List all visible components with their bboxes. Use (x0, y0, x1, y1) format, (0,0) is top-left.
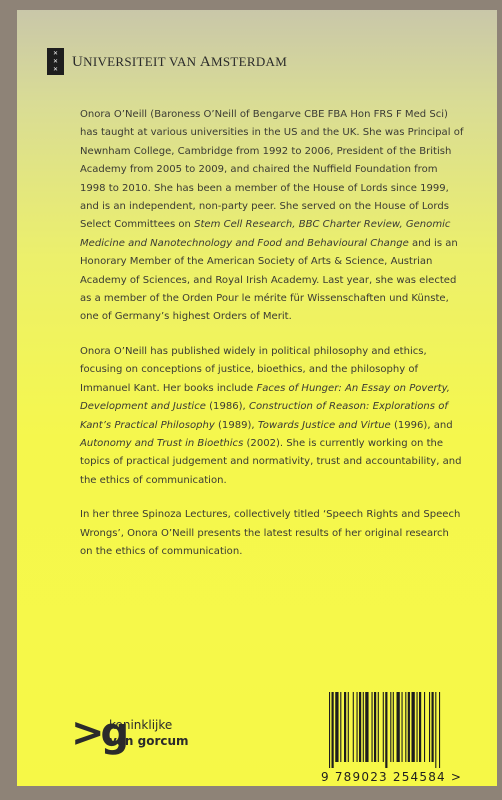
biography-paragraph-2: Onora O’Neill has published widely in political philosophy and ethics, focusing on conceptions of justice, bioethics, and the philosophy of Immanuel Kant. Her books include Faces of Hunger: An Essay on Poverty, Development and Justice (1986), Construction of Reason: Explorations of Kant’s Practical Philosophy (1989), Towards Justice and Virtue (1996), and Autonomy and Trust in Bioethics (2002). She is currently working on the topics of practical judgement and normativity, trust and accountability, and the ethics of communication. (80, 345, 462, 486)
lectures-paragraph: In her three Spinoza Lectures, collectively titled ‘Speech Rights and Speech Wrongs’, Onora O’Neill presents the latest results of her original research on the ethics of communication. (80, 509, 461, 557)
barcode-bar (348, 692, 349, 762)
barcode-bar (429, 692, 430, 762)
book-back-cover (17, 10, 497, 786)
barcode-bar (385, 692, 387, 768)
barcode-bar (390, 692, 391, 762)
barcode-bar (353, 692, 354, 762)
uva-cross-shield-icon: ✕ ✕ ✕ (47, 48, 64, 75)
biography-text (80, 106, 464, 577)
barcode-bar (412, 692, 415, 762)
barcode-bar (340, 692, 341, 762)
barcode-bar (363, 692, 364, 762)
barcode-bar (424, 692, 425, 762)
barcode-bar (408, 692, 410, 762)
barcode-bar (405, 692, 406, 762)
barcode-bar (417, 692, 418, 762)
barcode-bar (372, 692, 373, 762)
isbn-number: 9 789023 254584 > (321, 770, 463, 784)
barcode-bar (397, 692, 400, 762)
barcode-bar (335, 692, 338, 762)
barcode-bar (365, 692, 368, 762)
barcode-bar (374, 692, 376, 762)
barcode-bar (332, 692, 334, 768)
publisher-mark: >g (71, 710, 126, 756)
barcode-bar (383, 692, 384, 762)
barcode-bar (419, 692, 421, 762)
barcode-bars (329, 692, 485, 768)
barcode-bar (357, 692, 358, 762)
publisher-name-line-2: van gorcum (109, 734, 189, 748)
barcode-bar (432, 692, 434, 762)
university-name: UNIVERSITEIT VAN AMSTERDAM (72, 54, 288, 70)
biography-paragraph-1: Onora O’Neill (Baroness O’Neill of Bengarve CBE FBA Hon FRS F Med Sci) has taught at various universities in the US and the UK. She was Principal of Newnham College, Cambridge from 1992 to 2006, President of the British Academy from 2005 to 2009, and chaired the Nuffield Foundation from 1998 to 2010. She has been a member of the House of Lords since 1999, and is an independent, non-party peer. She served on the House of Lords Select Committees on Stem Cell Research, BBC Charter Review, Genomic Medicine and Nanotechnology and Food and Behavioural Change and is an Honorary Member of the American Society of Arts & Science, Austrian Academy of Sciences, and Royal Irish Academy. Last year, she was elected as a member of the Orden Pour le mérite für Wissenschaften und Künste, one of Germany’s highest Orders of Merit. (80, 109, 464, 323)
barcode-bar (359, 692, 361, 762)
barcode-bar (329, 692, 330, 768)
barcode-bar (378, 692, 379, 762)
publisher-name-line-1: koninklijke (109, 718, 173, 732)
isbn-barcode (321, 692, 491, 792)
barcode-bar (439, 692, 440, 768)
barcode-bar (435, 692, 436, 768)
barcode-bar (402, 692, 403, 762)
barcode-bar (393, 692, 394, 762)
barcode-bar (344, 692, 346, 762)
